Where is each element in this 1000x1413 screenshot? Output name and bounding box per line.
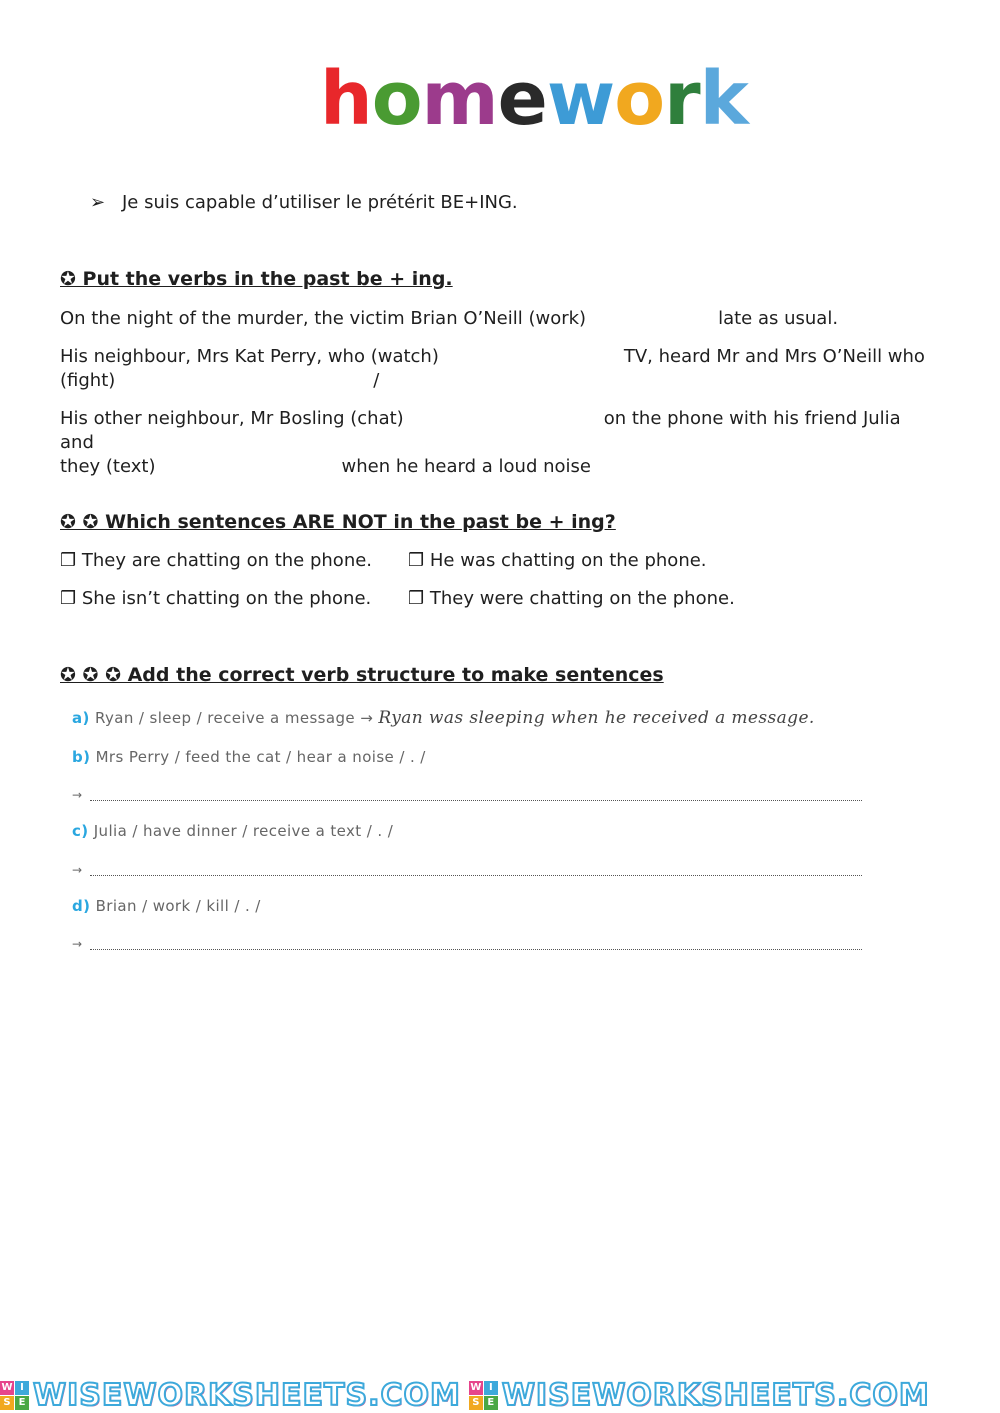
logo-letter: h xyxy=(320,56,372,142)
homework-logo xyxy=(320,56,748,142)
example-answer: Ryan was sleeping when he received a message. xyxy=(378,708,815,728)
brand-tile: I xyxy=(15,1381,29,1395)
section1-heading: ✪ Put the verbs in the past be + ing. xyxy=(60,268,453,290)
logo-letter: o xyxy=(371,56,422,142)
checkbox-icon[interactable]: ❒ xyxy=(60,588,77,609)
arrow-bullet-icon: ➢ xyxy=(90,192,106,213)
answer-line-c[interactable] xyxy=(72,863,862,881)
arrow-icon: → xyxy=(72,863,83,877)
checkbox-icon[interactable]: ❒ xyxy=(408,550,425,571)
section2-heading: ✪ ✪ Which sentences ARE NOT in the past be + ing? xyxy=(60,511,616,533)
exercise1-sentence1: On the night of the murder, the victim Brian O’Neill (work) late as usual. xyxy=(60,308,839,329)
logo-letter: o xyxy=(614,56,665,142)
option-4[interactable]: ❒ They were chatting on the phone. xyxy=(408,588,735,609)
exercise3-item-c: c) Julia / have dinner / receive a text / . / xyxy=(72,822,394,840)
option-3[interactable]: ❒ She isn’t chatting on the phone. xyxy=(60,588,372,609)
logo-letter: m xyxy=(421,56,498,142)
answer-line-b[interactable] xyxy=(72,788,862,806)
exercise3-item-d: d) Brian / work / kill / . / xyxy=(72,897,261,915)
brand-tile: E xyxy=(484,1396,498,1410)
footer-watermark xyxy=(0,1377,1000,1413)
exercise3-item-b: b) Mrs Perry / feed the cat / hear a noise / . / xyxy=(72,748,426,766)
exercise1-sentence2: His neighbour, Mrs Kat Perry, who (watch) TV, heard Mr and Mrs O’Neill who (fight) / xyxy=(60,346,925,391)
brand-tile: W xyxy=(1,1382,13,1393)
checkbox-icon[interactable]: ❒ xyxy=(60,550,77,571)
option-2[interactable]: ❒ He was chatting on the phone. xyxy=(408,550,707,571)
checkbox-icon[interactable]: ❒ xyxy=(408,588,425,609)
exercise3-item-a: a) Ryan / sleep / receive a message → Ryan was sleeping when he received a message. xyxy=(72,708,815,728)
brand-text: WISEWORKSHEETS.COM xyxy=(501,1377,930,1413)
answer-line-d[interactable] xyxy=(72,937,862,955)
brand-tiles-icon xyxy=(469,1381,498,1410)
arrow-icon: → xyxy=(72,788,83,802)
exercise1-sentence3: His other neighbour, Mr Bosling (chat) on the phone with his friend Julia and they (text) when he heard a loud noise xyxy=(60,408,901,477)
logo-letter: r xyxy=(664,56,700,142)
logo-letter: e xyxy=(497,56,547,142)
learning-objective xyxy=(90,192,518,213)
brand-tile: E xyxy=(15,1396,29,1410)
brand-tiles-icon xyxy=(0,1381,29,1410)
arrow-icon: → xyxy=(72,937,83,951)
brand-block-1 xyxy=(0,1378,461,1413)
brand-tile: W xyxy=(470,1382,482,1393)
objective-text: Je suis capable d’utiliser le prétérit BE+ING. xyxy=(122,192,518,213)
section3-heading: ✪ ✪ ✪ Add the correct verb structure to make sentences xyxy=(60,664,664,686)
arrow-icon: → xyxy=(360,709,374,727)
logo-letter: k xyxy=(699,56,748,142)
brand-tile: S xyxy=(0,1396,14,1410)
logo-letter: w xyxy=(546,56,615,142)
brand-text: WISEWORKSHEETS.COM xyxy=(33,1377,461,1413)
brand-block-2 xyxy=(469,1378,930,1413)
brand-tile: I xyxy=(484,1381,498,1395)
brand-tile: S xyxy=(469,1396,483,1410)
option-1[interactable]: ❒ They are chatting on the phone. xyxy=(60,550,373,571)
